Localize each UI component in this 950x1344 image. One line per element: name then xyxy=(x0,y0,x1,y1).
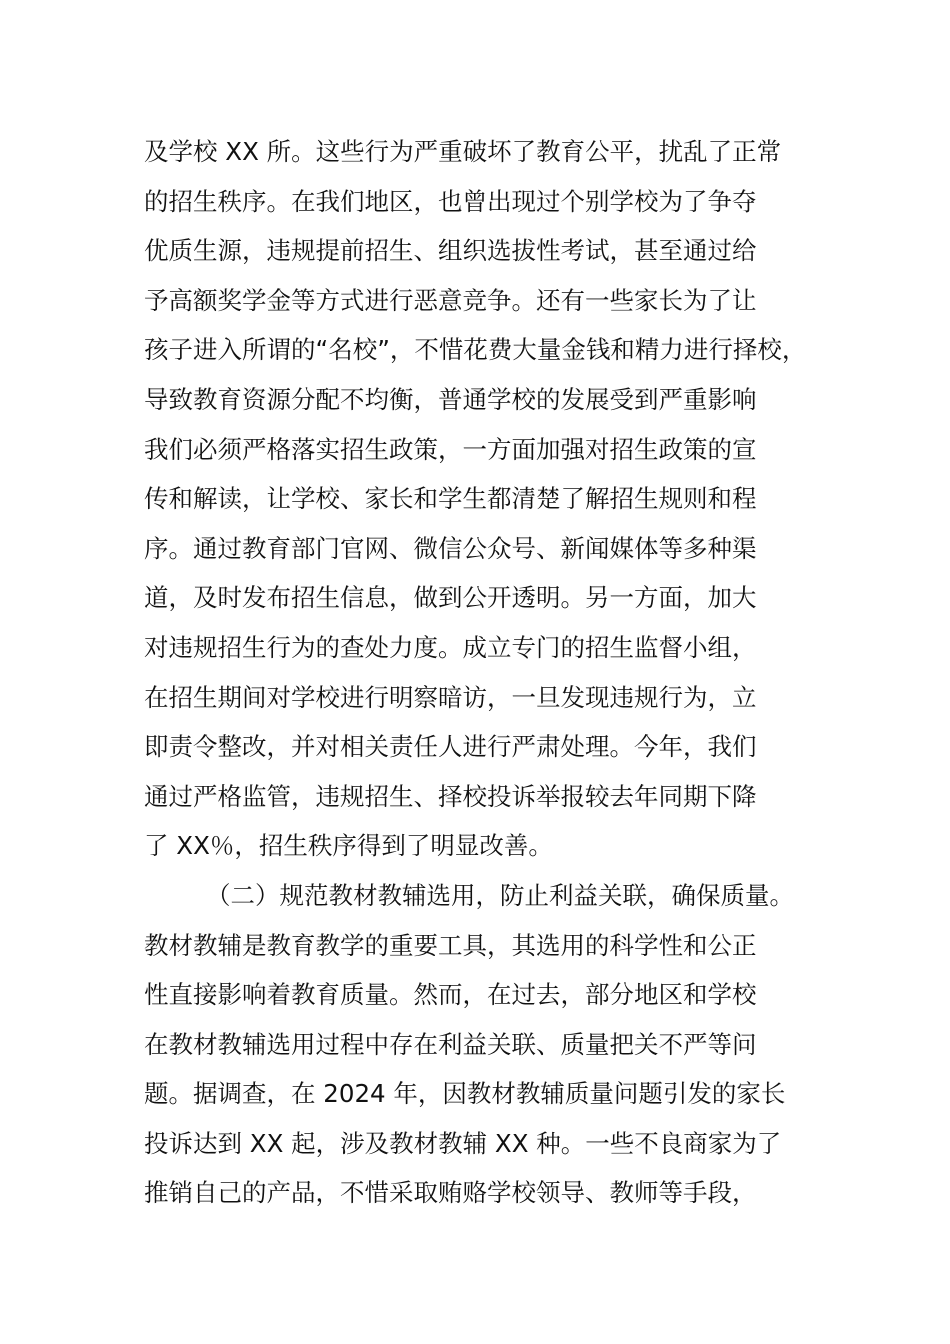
text-line: 性直接影响着教育质量。然而，在过去，部分地区和学校 xyxy=(144,980,757,1010)
text-line: 在教材教辅选用过程中存在利益关联、质量把关不严等问 xyxy=(144,1029,757,1059)
text-line: 序。通过教育部门官网、微信公众号、新闻媒体等多种渠 xyxy=(144,533,757,563)
text-line: 孩子进入所谓的“名校”，不惜花费大量金钱和精力进行择校， xyxy=(144,335,807,365)
text-line: 题。据调查，在 2024 年，因教材教辅质量问题引发的家长 xyxy=(144,1079,786,1109)
text-line: 导致教育资源分配不均衡，普通学校的发展受到严重影响 xyxy=(144,384,757,414)
section-heading-line: （二）规范教材教辅选用，防止利益关联，确保质量。 xyxy=(206,880,794,910)
text-line: 我们必须严格落实招生政策，一方面加强对招生政策的宣 xyxy=(144,434,757,464)
text-line: 通过严格监管，违规招生、择校投诉举报较去年同期下降 xyxy=(144,781,757,811)
text-line: 在招生期间对学校进行明察暗访，一旦发现违规行为，立 xyxy=(144,682,757,712)
text-line: 及学校 XX 所。这些行为严重破坏了教育公平，扰乱了正常 xyxy=(144,137,782,166)
text-line: 对违规招生行为的查处力度。成立专门的招生监督小组， xyxy=(144,632,757,662)
text-line: 优质生源，违规提前招生、组织选拔性考试，甚至通过给 xyxy=(144,236,757,266)
text-line: 投诉达到 XX 起，涉及教材教辅 XX 种。一些不良商家为了 xyxy=(144,1128,782,1158)
text-line: 即责令整改，并对相关责任人进行严肃处理。今年，我们 xyxy=(144,732,757,762)
body-text xyxy=(144,127,844,1218)
text-line: 的招生秩序。在我们地区，也曾出现过个别学校为了争夺 xyxy=(144,186,757,216)
text-line: 推销自己的产品，不惜采取贿赂学校领导、教师等手段， xyxy=(144,1178,757,1208)
text-line: 教材教辅是教育教学的重要工具，其选用的科学性和公正 xyxy=(144,930,757,960)
text-line: 传和解读，让学校、家长和学生都清楚了解招生规则和程 xyxy=(144,484,757,514)
text-line: 了 XX％，招生秩序得到了明显改善。 xyxy=(144,831,553,861)
text-line: 道，及时发布招生信息，做到公开透明。另一方面，加大 xyxy=(144,583,757,613)
text-line: 予高额奖学金等方式进行恶意竞争。还有一些家长为了让 xyxy=(144,285,757,315)
